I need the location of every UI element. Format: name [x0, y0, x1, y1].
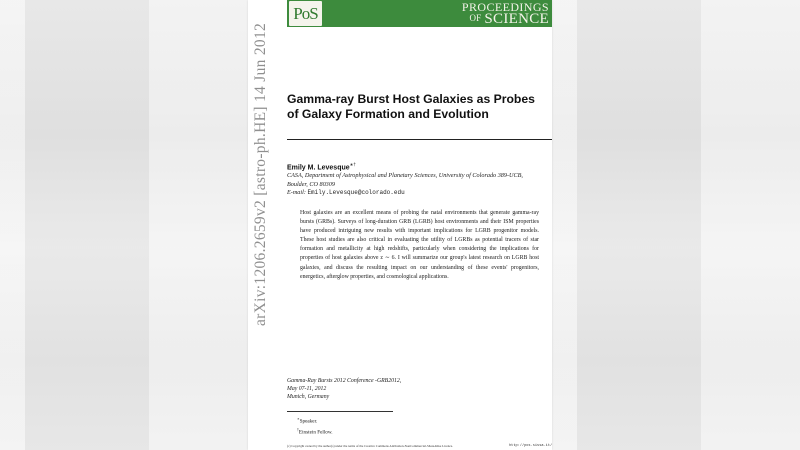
title-rule	[287, 139, 552, 140]
footnote-text: Speaker.	[299, 418, 318, 425]
background-right	[552, 0, 800, 450]
footnote-mark: ∗	[297, 417, 300, 421]
abstract: Host galaxies are an excellent means of probing the natal environments that generate gamma-ray bursts (GRBs). Surveys of long-duration GRB (LGRB) host environments and their ISM properties have produced intriguing new results with important implications for LGRB progenitor models. These host studies are also critical in evaluating the utility of LGRBs as potential tracers of star formation and metallicity at high redshifts, particularly when considering the implications for properties of host galaxies above z ∼ 6. I will summarize our group's latest research on LGRB host galaxies, and discuss the resulting impact on our understanding of these events' progenitors, energetics, afterglow properties, and cosmological applications.	[300, 210, 539, 280]
journal-banner	[287, 0, 552, 27]
footnotes	[297, 415, 333, 436]
copyright-notice: (c) Copyright owned by the author(s) under the terms of the Creative Commons Attribution-NonCommercial-ShareAlike Licence.	[287, 444, 453, 448]
author-name	[287, 162, 356, 171]
conference-info	[287, 377, 401, 402]
footnote-item	[297, 415, 333, 426]
footnote-mark: †	[297, 427, 299, 432]
author-marks: ∗†	[349, 162, 356, 167]
arxiv-stamp	[252, 22, 269, 326]
author-name-text: Emily M. Levesque	[287, 164, 350, 172]
footnote-rule	[287, 411, 393, 412]
pos-logo: PoS	[289, 1, 322, 26]
conference-dates: May 07-11, 2012	[287, 386, 327, 393]
footnote-item	[297, 426, 333, 437]
affiliation: CASA, Department of Astrophysical and Planetary Sciences, University of Colorado 389-UCB, Boulder, CO 80309	[287, 172, 523, 188]
journal-name-science: SCIENCE	[484, 11, 549, 27]
email-label: E-mail:	[287, 189, 306, 196]
conference-name: Gamma-Ray Bursts 2012 Conference -GRB2012,	[287, 378, 402, 384]
journal-name-of: OF	[469, 13, 482, 23]
footnote-text: Einstein Fellow.	[298, 429, 333, 436]
paper-title: Gamma-ray Burst Host Galaxies as Probes of Galaxy Formation and Evolution	[287, 92, 535, 121]
email-line	[287, 189, 405, 196]
pos-url[interactable]: http://pos.sissa.it/	[509, 444, 553, 448]
arxiv-id: arXiv:1206.2659v2 [astro-ph.HE] 14 Jun 2012	[252, 22, 269, 326]
journal-name-line1: PROCEEDINGS	[461, 0, 549, 14]
email-address[interactable]: Emily.Levesque@colorado.edu	[307, 189, 405, 196]
conference-location: Munich, Germany	[287, 394, 330, 401]
journal-name-line2	[469, 11, 549, 28]
background-left	[0, 0, 248, 450]
